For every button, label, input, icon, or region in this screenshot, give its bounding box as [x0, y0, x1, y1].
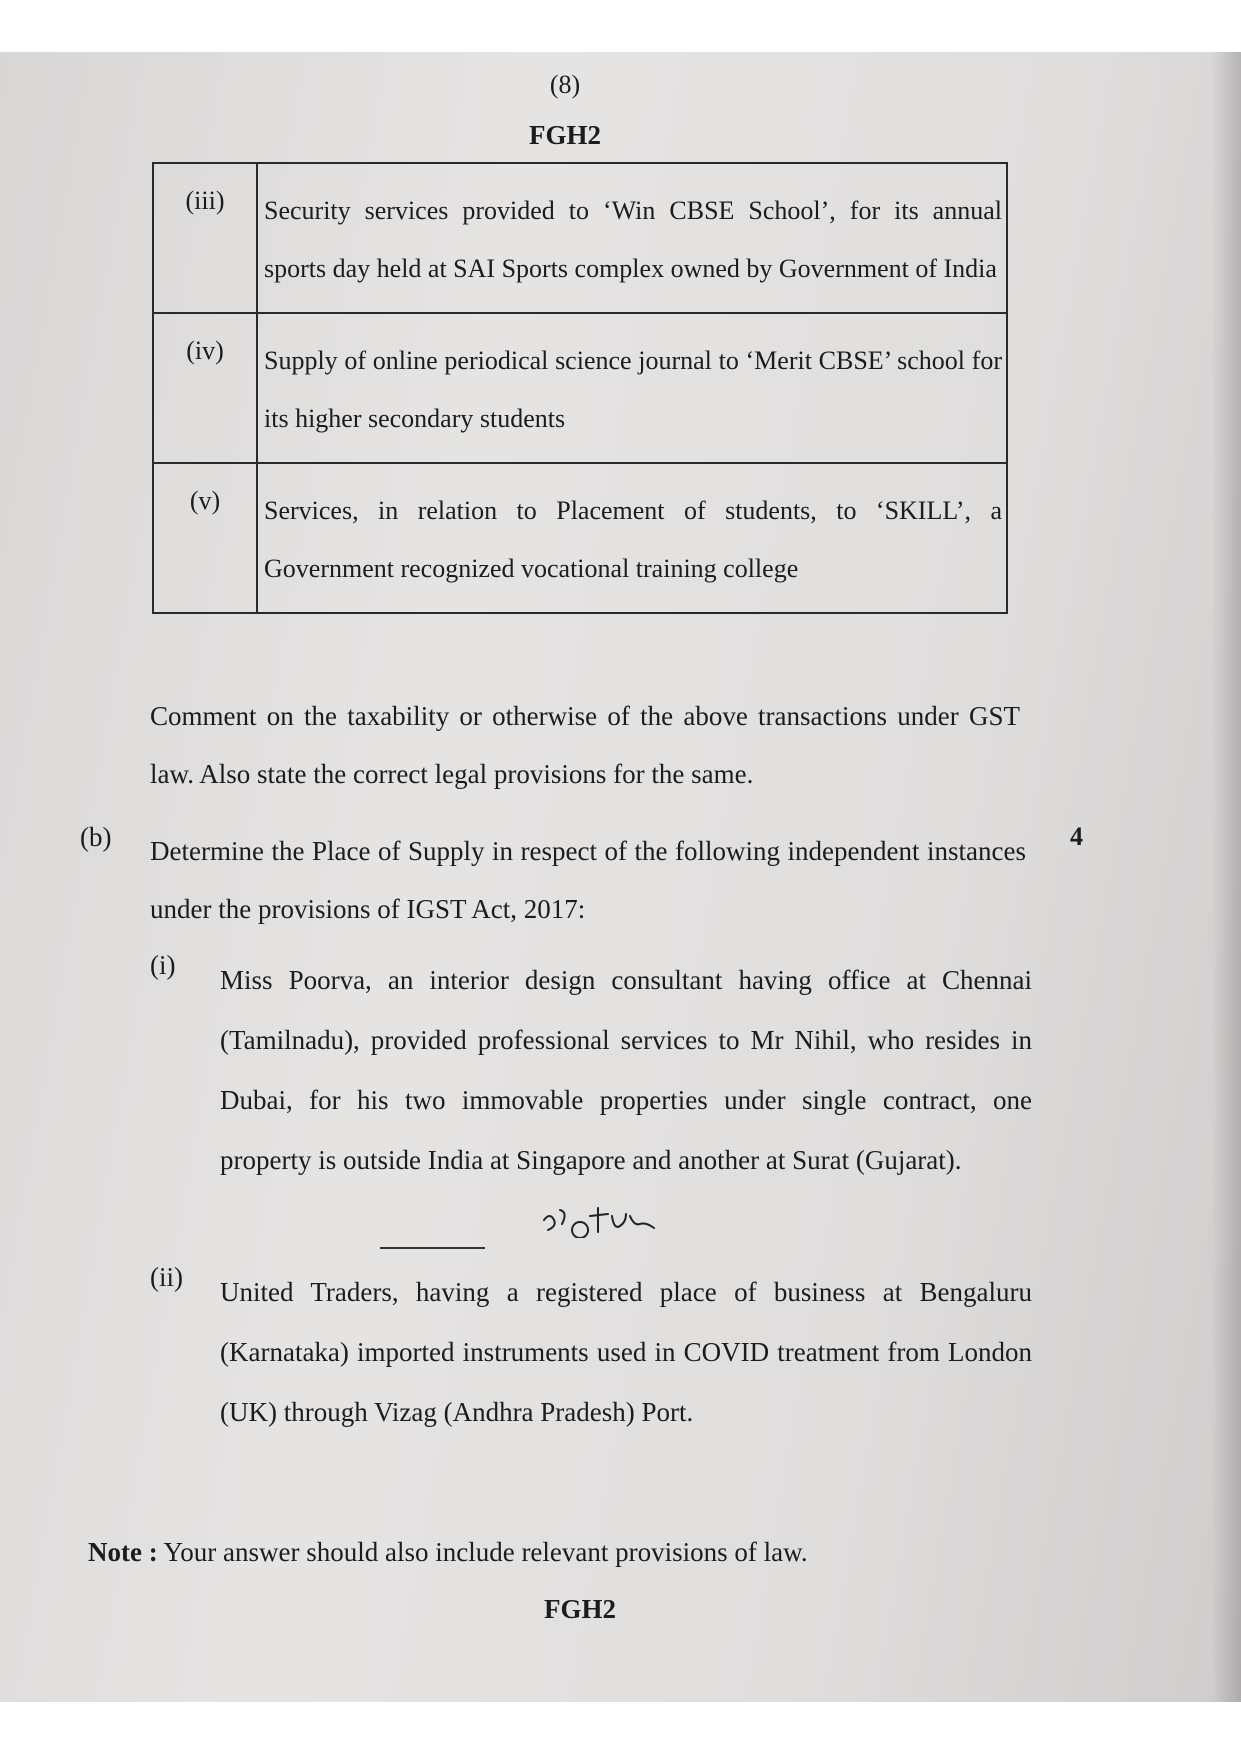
row-text: Supply of online periodical science journal to ‘Merit CBSE’ school for its higher secondary students: [257, 313, 1007, 463]
row-number: (v): [153, 463, 257, 613]
transactions-table: [152, 162, 1008, 614]
page-edge-shadow: [1211, 52, 1241, 1702]
paper-code-footer: FGH2: [544, 1594, 616, 1624]
paper-code-header: FGH2: [529, 120, 601, 150]
table-row: [153, 313, 1007, 463]
part-b-question: Determine the Place of Supply in respect of the following independent instances under the provisions of IGST Act, 2017:: [150, 836, 1026, 924]
sub-item-number: (ii): [150, 1262, 183, 1292]
row-text: Security services provided to ‘Win CBSE School’, for its annual sports day held at SAI Sports complex owned by Government of India: [257, 163, 1007, 313]
sub-item-number: (i): [150, 950, 176, 980]
scanned-page: [0, 52, 1241, 1702]
sub-item-text: United Traders, having a registered place of business at Bengaluru (Karnataka) imported instruments used in COVID treatment from London (UK) through Vizag (Andhra Pradesh) Port.: [220, 1277, 1032, 1427]
handwritten-scribble: [540, 1198, 680, 1238]
note: [88, 1537, 808, 1568]
row-number: (iv): [153, 313, 257, 463]
row-number: (iii): [153, 163, 257, 313]
note-text: Your answer should also include relevant provisions of law.: [157, 1537, 808, 1567]
page-number: (8): [549, 70, 581, 99]
row-text: Services, in relation to Placement of students, to ‘SKILL’, a Government recognized vocational training college: [257, 463, 1007, 613]
table-row: [153, 163, 1007, 313]
part-b-label: (b): [80, 822, 112, 852]
table-row: [153, 463, 1007, 613]
sub-item-text: Miss Poorva, an interior design consultant having office at Chennai (Tamilnadu), provided professional services to Mr Nihil, who resides in Dubai, for his two immovable properties under single contract, one property is outside India at Singapore and another at Surat (Gujarat).: [220, 965, 1032, 1175]
handwritten-underline: [380, 1247, 485, 1249]
note-label: Note :: [88, 1537, 158, 1567]
marks: 4: [1070, 822, 1083, 851]
question-comment: Comment on the taxability or otherwise of the above transactions under GST law. Also state the correct legal provisions for the same.: [150, 701, 1020, 789]
